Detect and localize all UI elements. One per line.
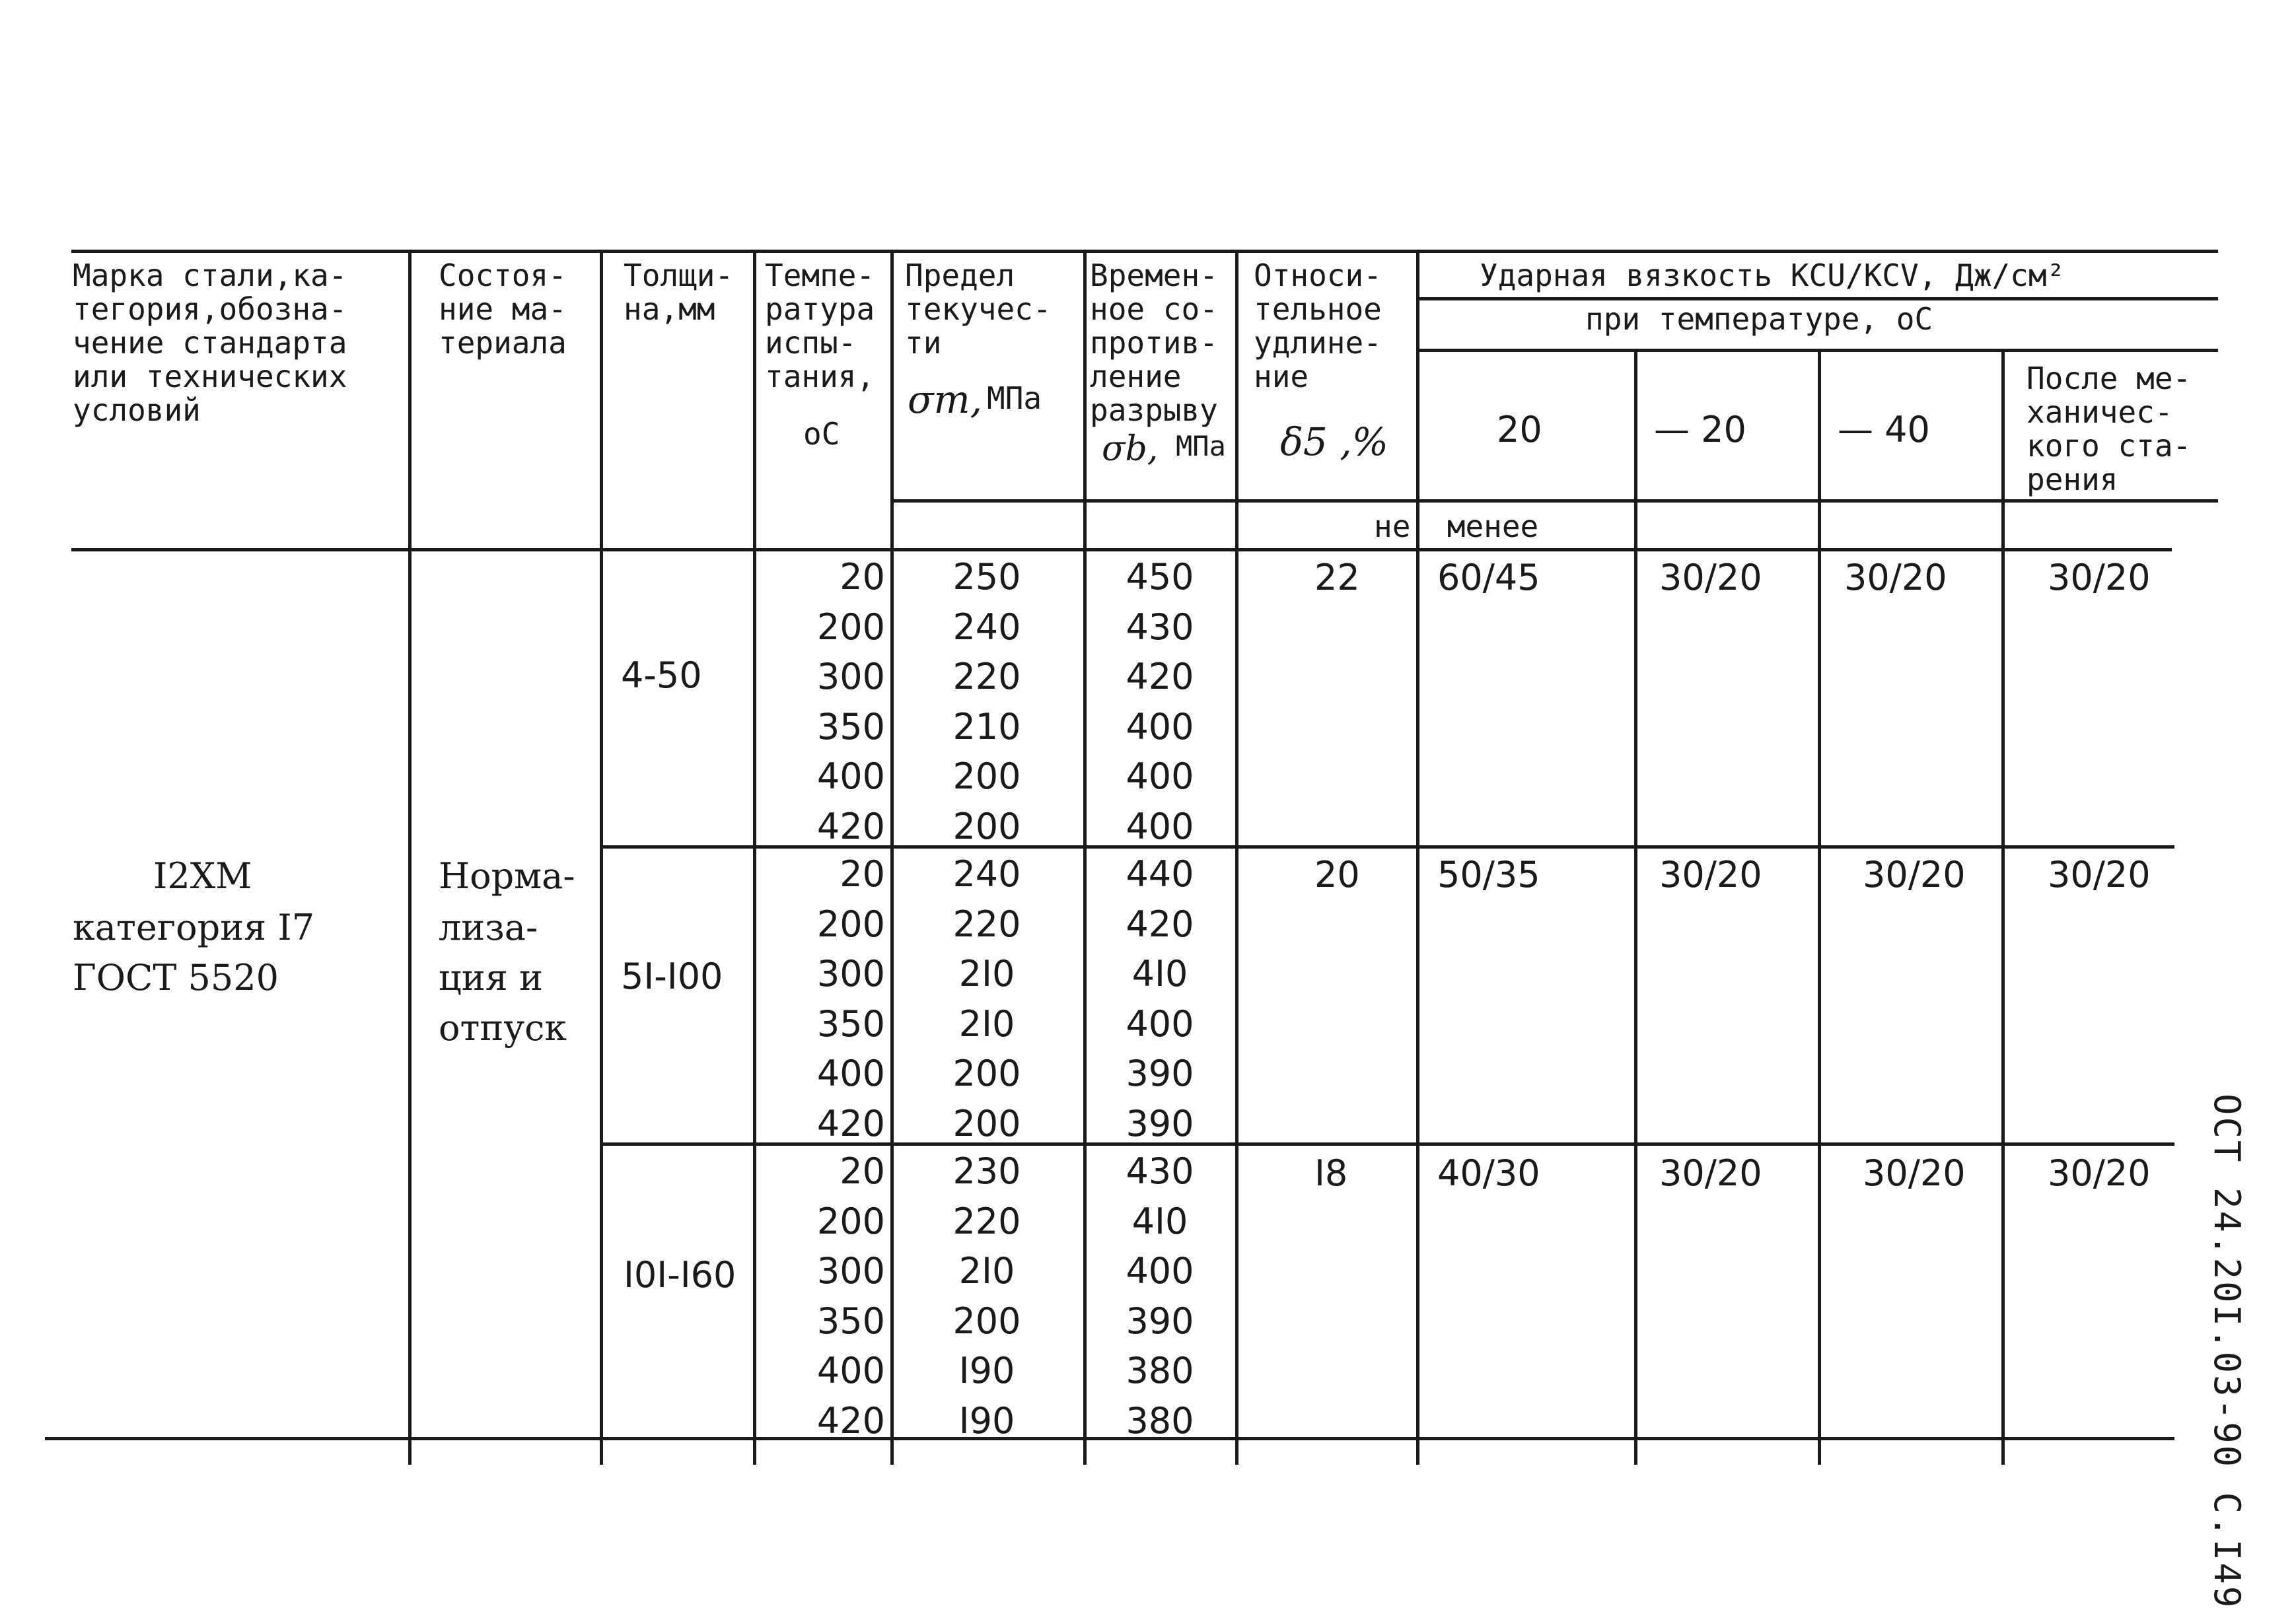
col-divider-10 — [2001, 350, 2005, 1465]
table-cell: 440 — [1126, 853, 1194, 895]
top-rule — [71, 250, 2218, 253]
table-cell: 230 — [952, 1150, 1021, 1192]
table-cell: 220 — [952, 903, 1021, 945]
table-cell: 240 — [952, 853, 1021, 895]
table-cell: 20 — [840, 556, 885, 598]
table-cell: 400 — [1126, 705, 1194, 748]
table-cell: 210 — [952, 705, 1021, 748]
steel-grade: I2XM — [153, 855, 252, 897]
steel-category: категория I7 — [73, 907, 315, 948]
table-cell: 2I0 — [958, 1002, 1015, 1045]
table-cell: 430 — [1126, 1150, 1194, 1192]
page-label: ОСТ 24.20I.03-90 С.I49 — [2206, 1094, 2248, 1610]
table-cell: 240 — [952, 606, 1021, 648]
group1-elongation: 22 — [1314, 557, 1360, 598]
group3-kcu-aging: 30/20 — [2048, 1152, 2151, 1194]
col-divider-5 — [1083, 250, 1087, 1465]
col-divider-1 — [408, 250, 412, 1465]
table-cell: 430 — [1126, 606, 1194, 648]
header-temp-minus-40: — 40 — [1838, 409, 1930, 450]
table-cell: 390 — [1126, 1053, 1194, 1094]
group3-kcu-minus-20: 30/20 — [1659, 1152, 1762, 1194]
col-divider-6 — [1235, 250, 1238, 1465]
table-cell: 220 — [952, 656, 1021, 697]
group1-yield — [894, 552, 1079, 851]
table-cell: 220 — [952, 1200, 1021, 1242]
header-elongation: Относи- тельное удлине- ние — [1254, 258, 1382, 394]
group2-tensile — [1087, 849, 1233, 1148]
group3-thickness: I0I-I60 — [624, 1254, 736, 1296]
table-cell: 400 — [1126, 1002, 1194, 1045]
group1-kcu-minus-40: 30/20 — [1844, 557, 1947, 598]
material-state-line-1: Норма- — [439, 855, 575, 897]
group2-kcu-20: 50/35 — [1437, 854, 1540, 895]
header-yield-strength: Предел текучес- ти — [905, 258, 1052, 361]
table-cell: 420 — [1126, 656, 1194, 697]
header-bottom-rule — [71, 548, 2172, 551]
header-thickness: Толщи- на,мм — [624, 258, 734, 327]
col-divider-3 — [753, 250, 756, 1465]
group1-thickness: 4-50 — [621, 654, 702, 696]
table-cell: 420 — [816, 805, 885, 847]
group2-kcu-aging: 30/20 — [2048, 854, 2151, 895]
header-temp-20: 20 — [1497, 409, 1542, 450]
table-cell: 4I0 — [1131, 953, 1188, 995]
table-cell: 200 — [952, 1102, 1021, 1144]
table-cell: 400 — [1126, 1250, 1194, 1292]
header-yield-symbol: σт, — [908, 377, 983, 422]
table-cell: 390 — [1126, 1300, 1194, 1342]
material-state-line-4: отпуск — [439, 1007, 567, 1049]
table-cell: 300 — [816, 1250, 885, 1292]
group3-temperatures — [760, 1146, 892, 1446]
table-cell: 200 — [816, 1200, 885, 1242]
group2-yield — [894, 849, 1079, 1148]
table-cell: 400 — [816, 755, 885, 797]
table-cell: 400 — [1126, 805, 1194, 847]
group1-kcu-20: 60/45 — [1437, 557, 1540, 598]
table-cell: 4I0 — [1131, 1200, 1188, 1242]
col-divider-9 — [1818, 350, 1821, 1465]
group2-kcu-minus-20: 30/20 — [1659, 854, 1762, 895]
table-cell: 450 — [1126, 556, 1194, 598]
table-cell: 200 — [816, 903, 885, 945]
table-cell: 350 — [816, 1300, 885, 1342]
header-state: Состоя- ние ма- териала — [439, 258, 567, 361]
table-cell: 400 — [816, 1053, 885, 1094]
group1-kcu-minus-20: 30/20 — [1659, 557, 1762, 598]
col-divider-8 — [1634, 350, 1637, 1465]
table-cell: 380 — [1126, 1350, 1194, 1391]
col-divider-7 — [1416, 250, 1419, 1465]
header-impact-temperature: при температуре, оС — [1585, 301, 1933, 337]
header-grade: Марка стали,ка- тегория,обозна- чение стандарта или технических условий — [73, 258, 347, 428]
group2-elongation: 20 — [1314, 854, 1360, 895]
table-cell: 20 — [840, 1150, 885, 1192]
material-state-line-3: ция и — [439, 957, 543, 998]
table-cell: 300 — [816, 656, 885, 697]
impact-title-rule — [1419, 297, 2218, 300]
table-cell: 420 — [816, 1399, 885, 1442]
table-cell: I90 — [958, 1399, 1015, 1442]
group1-tensile — [1087, 552, 1233, 851]
header-temperature-unit: оС — [803, 416, 840, 452]
group3-yield — [894, 1146, 1079, 1446]
table-cell: 350 — [816, 705, 885, 748]
table-cell: 350 — [816, 1002, 885, 1045]
table-cell: I90 — [958, 1350, 1015, 1391]
group2-kcu-minus-40: 30/20 — [1863, 854, 1966, 895]
group3-elongation: I8 — [1314, 1152, 1348, 1194]
not-less-rule — [893, 499, 2218, 503]
header-temp-minus-20: — 20 — [1654, 409, 1746, 450]
group3-kcu-20: 40/30 — [1437, 1152, 1540, 1194]
header-tensile-unit: МПа — [1176, 430, 1226, 462]
header-elongation-symbol: δ5 ,% — [1280, 419, 1388, 464]
table-cell: 200 — [816, 606, 885, 648]
table-cell: 200 — [952, 805, 1021, 847]
table-cell: 200 — [952, 755, 1021, 797]
group3-kcu-minus-40: 30/20 — [1863, 1152, 1966, 1194]
table-cell: 200 — [952, 1053, 1021, 1094]
header-tensile-symbol: σb, — [1102, 429, 1159, 469]
table-cell: 400 — [1126, 755, 1194, 797]
header-impact-strength: Ударная вязкость KCU/KCV, Дж/см² — [1480, 258, 2065, 293]
group3-tensile — [1087, 1146, 1233, 1446]
table-cell: 2I0 — [958, 1250, 1015, 1292]
group1-kcu-aging: 30/20 — [2048, 557, 2151, 598]
header-not-less: не менее — [1374, 508, 1539, 544]
table-cell: 390 — [1126, 1102, 1194, 1144]
steel-standard: ГОСТ 5520 — [73, 957, 279, 998]
header-yield-unit: МПа — [987, 380, 1042, 416]
table-cell: 250 — [952, 556, 1021, 598]
group2-thickness: 5I-I00 — [621, 956, 723, 997]
table-cell: 420 — [816, 1102, 885, 1144]
col-divider-2 — [600, 250, 603, 1465]
table-cell: 2I0 — [958, 953, 1015, 995]
table-cell: 200 — [952, 1300, 1021, 1342]
header-tensile-strength: Времен- ное со- против- ление разрыву — [1090, 258, 1218, 428]
table-cell: 400 — [816, 1350, 885, 1391]
table-cell: 300 — [816, 953, 885, 995]
group2-temperatures — [760, 849, 892, 1148]
table-cell: 380 — [1126, 1399, 1194, 1442]
header-after-aging: После ме- ханичес- кого ста- рения — [2027, 361, 2192, 497]
header-test-temperature: Темпе- ратура испы- тания, — [765, 258, 875, 394]
table-cell: 20 — [840, 853, 885, 895]
table-cell: 420 — [1126, 903, 1194, 945]
group1-temperatures — [760, 552, 892, 851]
material-state-line-2: лиза- — [439, 907, 538, 948]
